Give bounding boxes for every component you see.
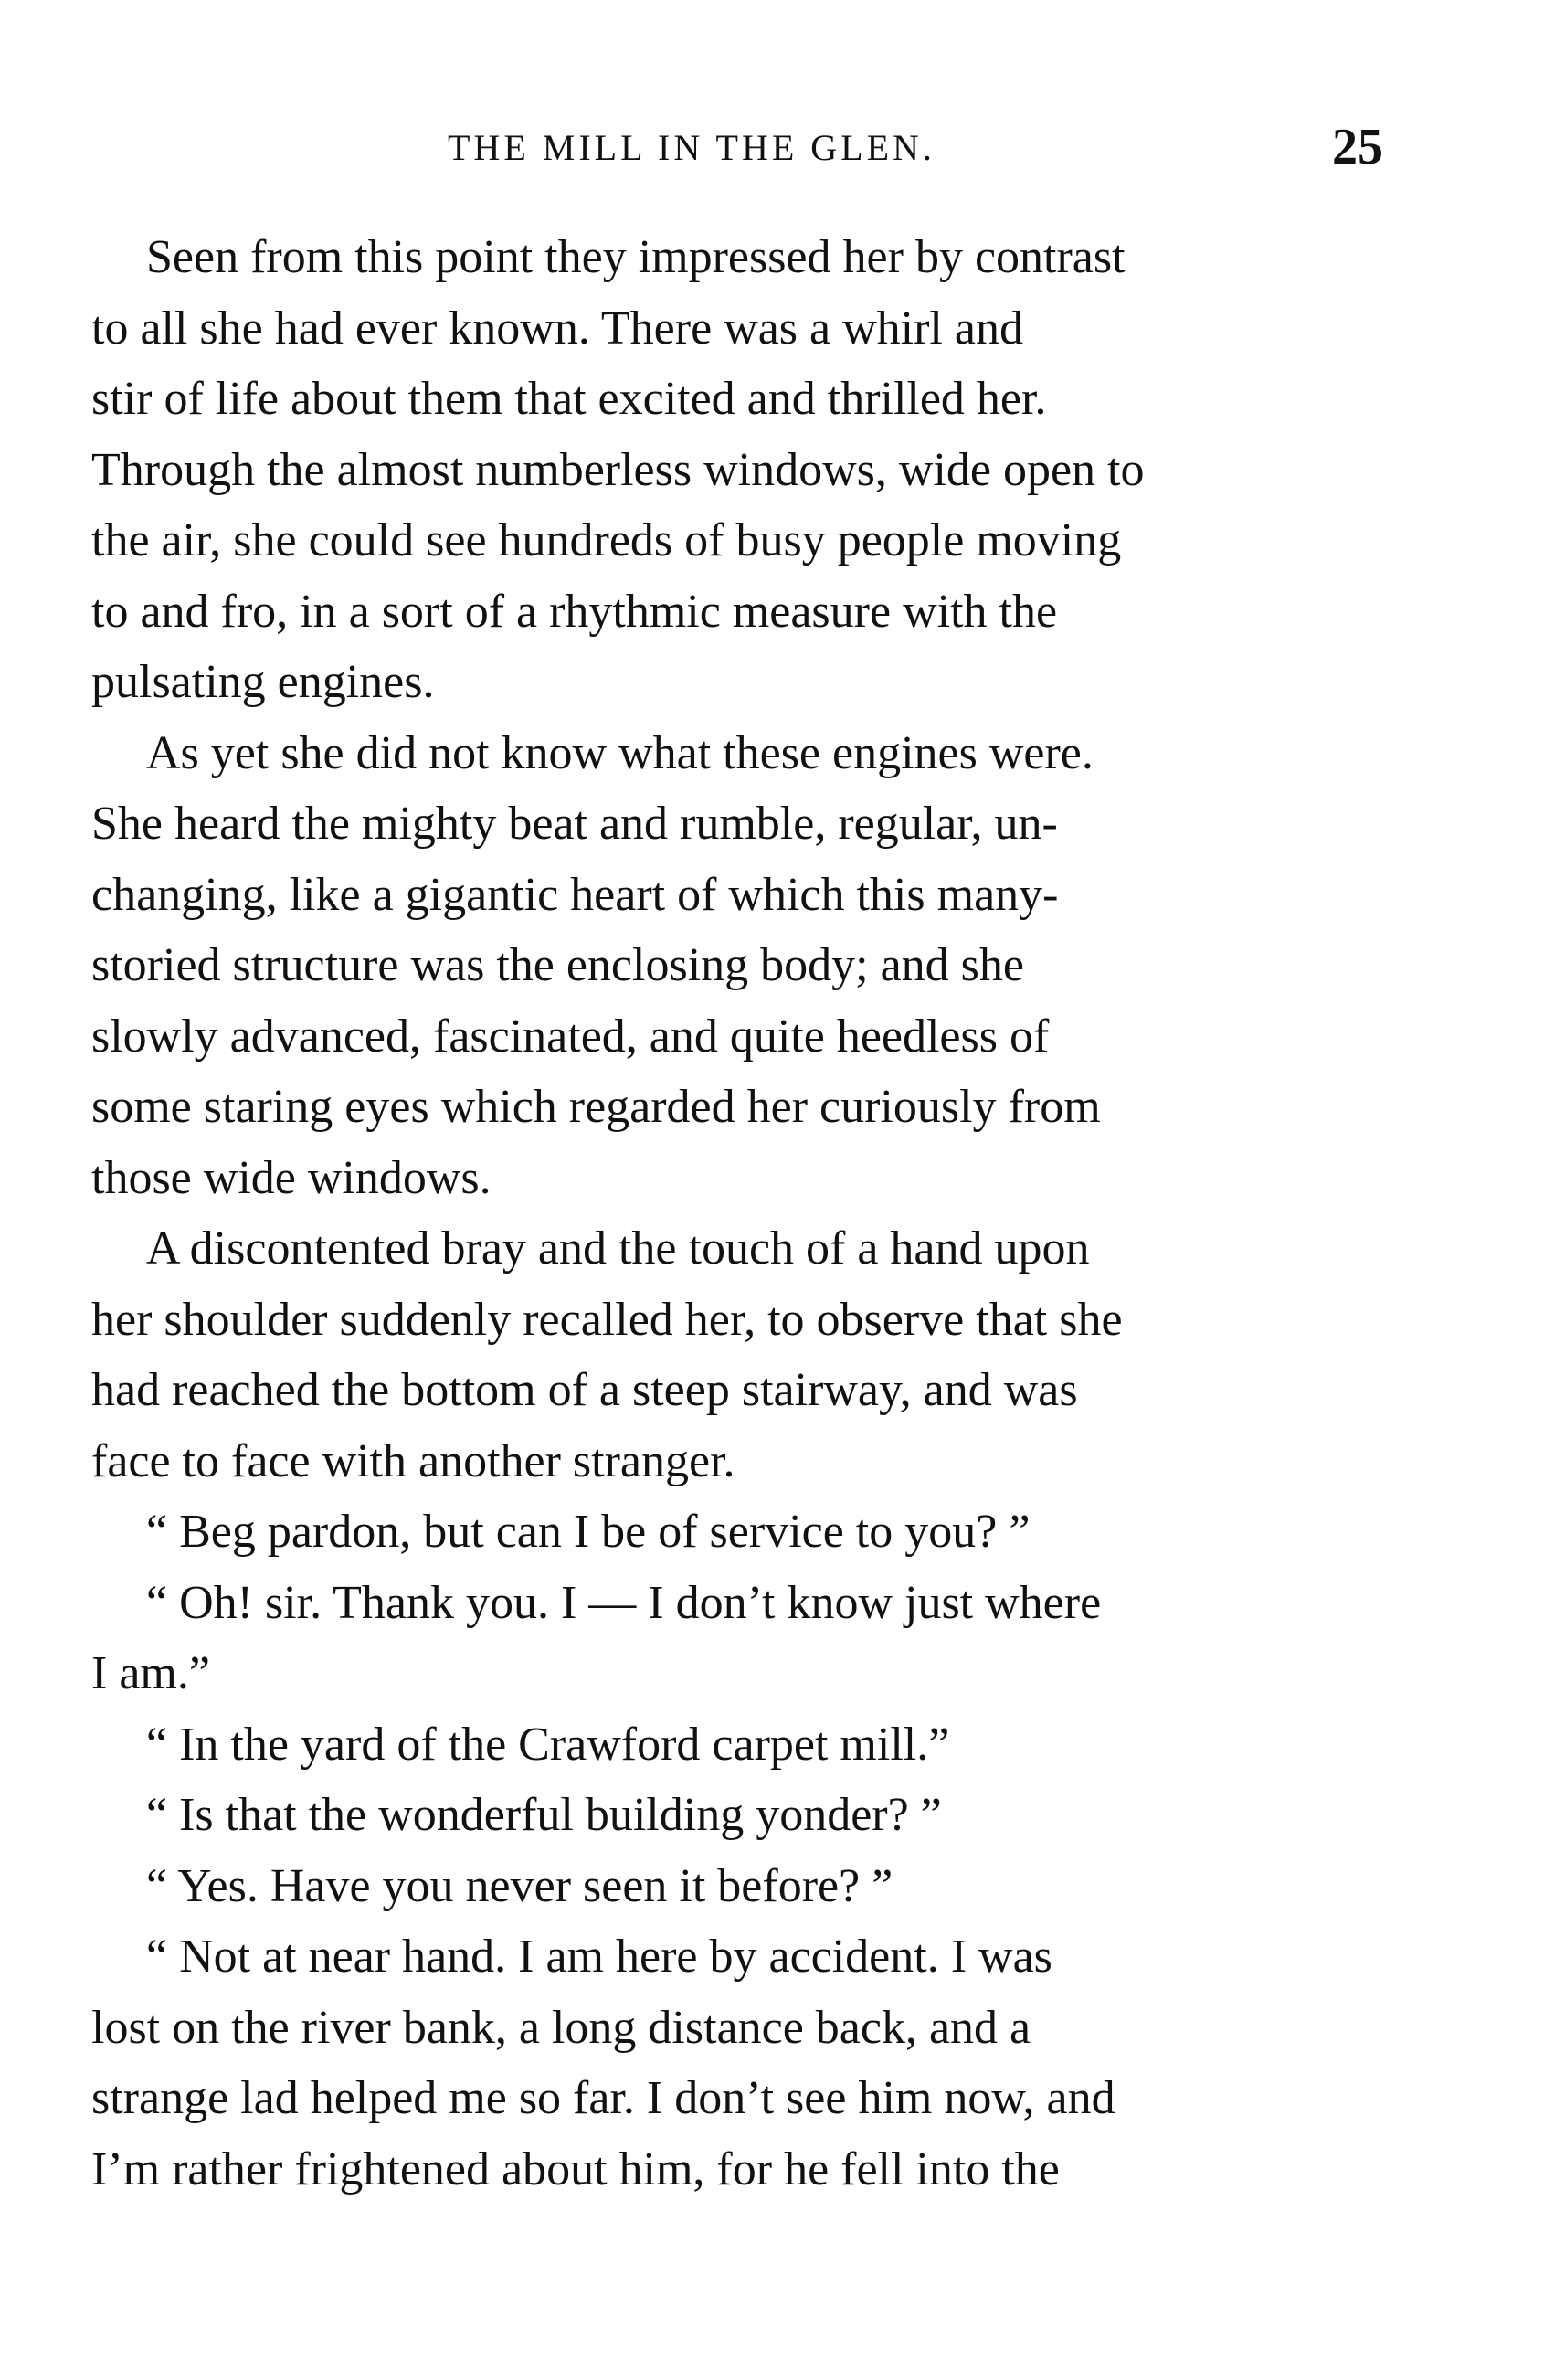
paragraph: “ In the yard of the Crawford carpet mill.” (146, 1718, 950, 1771)
running-title: THE MILL IN THE GLEN. (448, 127, 936, 168)
paragraph: As yet she did not know what these engines were. She heard the mighty beat and rumble, regular, un- changing, like a gigantic heart of which this many- storied structure was the enclosing body; and she slowly advanced, fascinated, and quite heedless of some staring eyes which regarded her curiously from those wide windows. (91, 726, 1101, 1204)
paragraph: “ Beg pardon, but can I be of service to you? ” (146, 1506, 1031, 1558)
page-number: 25 (1332, 119, 1383, 175)
paragraph: A discontented bray and the touch of a hand upon her shoulder suddenly recalled her, to observe that she had reached the bottom of a steep stairway, and was face to face with another stranger. (91, 1222, 1123, 1487)
paragraph: Seen from this point they impressed her by contrast to all she had ever known. There was a whirl and stir of life about them that excited and thrilled her. Through the almost numberless windows, wide open to the air, she could see hundreds of busy people moving to and fro, in a sort of a rhythmic measure with the pulsating engines. (91, 231, 1145, 708)
paragraph: “ Oh! sir. Thank you. I — I don’t know just where I am.” (91, 1576, 1102, 1699)
body-text (91, 222, 1416, 2205)
paragraph: “ Is that the wonderful building yonder? ” (146, 1789, 942, 1841)
paragraph: “ Not at near hand. I am here by accident. I was lost on the river bank, a long distance back, and a strange lad helped me so far. I don’t see him now, and I’m rather frightened about him, for he fell into the (91, 1930, 1115, 2195)
paragraph: “ Yes. Have you never seen it before? ” (146, 1859, 893, 1912)
